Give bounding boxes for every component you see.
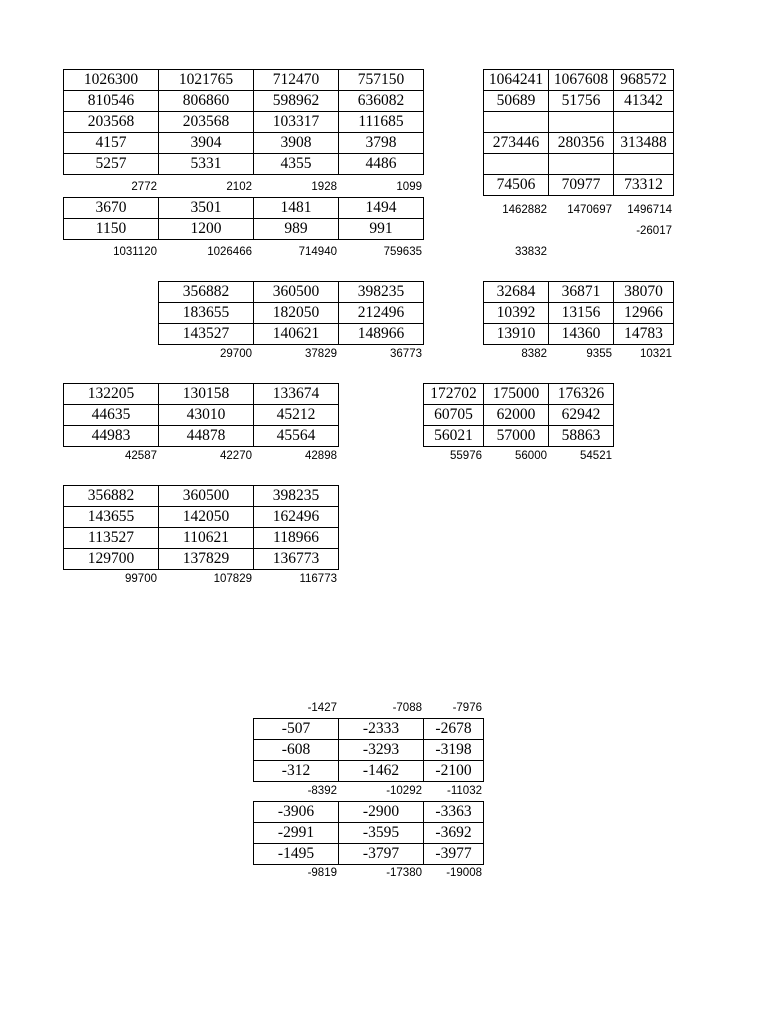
table-cell: -2100 (424, 761, 484, 782)
table-cell: 1200 (159, 219, 254, 240)
label-i-2: -11032 (447, 785, 482, 797)
table-cell: 4355 (254, 154, 339, 175)
table-block-h-body (64, 486, 339, 570)
table-cell: 13910 (484, 324, 549, 345)
table-cell: 12966 (614, 303, 674, 324)
table-block-e (483, 281, 674, 345)
table-cell: 1067608 (549, 70, 614, 91)
table-block-g (423, 383, 614, 447)
table-block-c (483, 69, 674, 196)
table-cell: 1026300 (64, 70, 159, 91)
table-cell: 273446 (484, 133, 549, 154)
table-block-b (63, 197, 424, 240)
table-cell: 182050 (254, 303, 339, 324)
table-row (484, 324, 674, 345)
label-f-2: 42898 (305, 450, 337, 462)
label-a-3: 1099 (396, 181, 422, 193)
table-cell: 118966 (254, 528, 339, 549)
table-block-g-body (424, 384, 614, 447)
table-cell: 13156 (549, 303, 614, 324)
table-block-h (63, 485, 339, 570)
table-row (254, 740, 484, 761)
table-cell: 806860 (159, 91, 254, 112)
table-cell (614, 112, 674, 133)
table-row (424, 405, 614, 426)
table-cell: 44983 (64, 426, 159, 447)
table-cell: 5331 (159, 154, 254, 175)
table-cell: 32684 (484, 282, 549, 303)
table-row (64, 405, 339, 426)
table-block-a-body (64, 70, 424, 175)
table-row (64, 507, 339, 528)
table-cell: -3797 (339, 844, 424, 865)
label-d-0: 29700 (220, 348, 252, 360)
table-cell: 598962 (254, 91, 339, 112)
table-cell: 133674 (254, 384, 339, 405)
table-cell: 183655 (159, 303, 254, 324)
table-cell: 56021 (424, 426, 484, 447)
table-cell: 73312 (614, 175, 674, 196)
label-i-1: -10292 (386, 785, 422, 797)
table-cell: -608 (254, 740, 339, 761)
table-cell: 136773 (254, 549, 339, 570)
table-cell: -1462 (339, 761, 424, 782)
table-cell: 62942 (549, 405, 614, 426)
label-a-0: 2772 (131, 181, 157, 193)
table-row (484, 70, 674, 91)
table-cell: 5257 (64, 154, 159, 175)
table-block-d-body (159, 282, 424, 345)
table-cell: 58863 (549, 426, 614, 447)
label-d-2: 36773 (390, 348, 422, 360)
table-cell: 989 (254, 219, 339, 240)
label-b-3: 759635 (383, 246, 422, 258)
table-block-c-body (484, 70, 674, 196)
table-cell: 143655 (64, 507, 159, 528)
table-cell: -3977 (424, 844, 484, 865)
table-cell (484, 154, 549, 175)
table-cell: 142050 (159, 507, 254, 528)
table-row (64, 112, 424, 133)
table-cell (549, 154, 614, 175)
table-cell: -2678 (424, 719, 484, 740)
table-block-f (63, 383, 339, 447)
table-row (484, 175, 674, 196)
table-cell: 3798 (339, 133, 424, 154)
table-row (484, 112, 674, 133)
table-cell: 62000 (484, 405, 549, 426)
table-cell: 968572 (614, 70, 674, 91)
table-cell: 137829 (159, 549, 254, 570)
table-row (254, 761, 484, 782)
table-cell: 175000 (484, 384, 549, 405)
table-block-d (158, 281, 424, 345)
table-cell (614, 154, 674, 175)
table-block-j-body (254, 802, 484, 865)
label-h-1: 107829 (213, 573, 252, 585)
table-cell: 636082 (339, 91, 424, 112)
table-cell: 176326 (549, 384, 614, 405)
label-j-1: -17380 (386, 867, 422, 879)
table-cell: -507 (254, 719, 339, 740)
table-cell: 203568 (159, 112, 254, 133)
table-row (64, 198, 424, 219)
table-row (159, 303, 424, 324)
label-i-top-1: -7088 (392, 702, 422, 714)
label-f-1: 42270 (220, 450, 252, 462)
table-row (64, 486, 339, 507)
label-c-2: 1496714 (627, 204, 672, 216)
label-a-2: 1928 (311, 181, 337, 193)
table-row (64, 91, 424, 112)
table-cell: 360500 (254, 282, 339, 303)
table-row (159, 282, 424, 303)
label-d-1: 37829 (305, 348, 337, 360)
table-cell: 129700 (64, 549, 159, 570)
table-cell: 1021765 (159, 70, 254, 91)
table-row (484, 282, 674, 303)
table-cell: 130158 (159, 384, 254, 405)
table-cell: 4486 (339, 154, 424, 175)
table-cell: 143527 (159, 324, 254, 345)
table-cell: 712470 (254, 70, 339, 91)
table-cell: 45564 (254, 426, 339, 447)
table-cell: 43010 (159, 405, 254, 426)
table-cell: 41342 (614, 91, 674, 112)
table-cell: -3595 (339, 823, 424, 844)
table-cell: -3906 (254, 802, 339, 823)
label-b-2: 714940 (298, 246, 337, 258)
label-b-0: 1031120 (113, 246, 157, 258)
table-cell: -2991 (254, 823, 339, 844)
table-cell: 3908 (254, 133, 339, 154)
table-row (64, 384, 339, 405)
label-i-top-2: -7976 (452, 702, 482, 714)
label-j-0: -9819 (307, 867, 337, 879)
table-cell: 103317 (254, 112, 339, 133)
label-h-2: 116773 (299, 573, 337, 585)
table-cell: 113527 (64, 528, 159, 549)
table-row (254, 719, 484, 740)
table-block-i-body (254, 719, 484, 782)
table-block-f-body (64, 384, 339, 447)
table-row (484, 91, 674, 112)
table-cell: 148966 (339, 324, 424, 345)
table-cell: 60705 (424, 405, 484, 426)
table-cell: 74506 (484, 175, 549, 196)
label-h-0: 99700 (125, 573, 157, 585)
label-i-top-0: -1427 (307, 702, 337, 714)
table-row (424, 384, 614, 405)
table-cell: 356882 (64, 486, 159, 507)
label-b-1: 1026466 (207, 246, 252, 258)
label-e-2: 10321 (640, 348, 672, 360)
table-cell: 110621 (159, 528, 254, 549)
table-cell: 356882 (159, 282, 254, 303)
label-c-0: 1462882 (502, 204, 547, 216)
label-c-extra-2: 33832 (515, 246, 547, 258)
table-cell: 398235 (339, 282, 424, 303)
table-cell: 1064241 (484, 70, 549, 91)
table-cell (484, 112, 549, 133)
label-j-2: -19008 (446, 867, 482, 879)
label-g-2: 54521 (580, 450, 612, 462)
table-cell: 10392 (484, 303, 549, 324)
table-cell: 360500 (159, 486, 254, 507)
table-row (254, 823, 484, 844)
table-cell: 140621 (254, 324, 339, 345)
table-cell: -1495 (254, 844, 339, 865)
table-row (64, 133, 424, 154)
label-e-0: 8382 (521, 348, 547, 360)
table-cell: 810546 (64, 91, 159, 112)
table-cell: 3501 (159, 198, 254, 219)
table-cell: -2900 (339, 802, 424, 823)
table-cell: 162496 (254, 507, 339, 528)
table-cell: 1494 (339, 198, 424, 219)
table-row (424, 426, 614, 447)
table-row (64, 219, 424, 240)
table-cell: -3293 (339, 740, 424, 761)
label-a-1: 2102 (226, 181, 252, 193)
table-cell: 172702 (424, 384, 484, 405)
table-row (159, 324, 424, 345)
table-cell: 3670 (64, 198, 159, 219)
table-cell: 44878 (159, 426, 254, 447)
table-cell: 1481 (254, 198, 339, 219)
table-cell: 44635 (64, 405, 159, 426)
table-row (64, 426, 339, 447)
table-cell: 14360 (549, 324, 614, 345)
table-cell: 14783 (614, 324, 674, 345)
table-cell: -3692 (424, 823, 484, 844)
label-c-1: 1470697 (567, 204, 612, 216)
table-cell: -3198 (424, 740, 484, 761)
table-cell (549, 112, 614, 133)
table-cell: 212496 (339, 303, 424, 324)
label-e-1: 9355 (586, 348, 612, 360)
table-row (484, 154, 674, 175)
table-cell: 38070 (614, 282, 674, 303)
table-cell: -2333 (339, 719, 424, 740)
table-cell: 203568 (64, 112, 159, 133)
table-cell: 1150 (64, 219, 159, 240)
table-cell: 51756 (549, 91, 614, 112)
table-block-i (253, 718, 484, 782)
table-cell: 757150 (339, 70, 424, 91)
table-row (254, 844, 484, 865)
table-cell: 3904 (159, 133, 254, 154)
table-cell: -3363 (424, 802, 484, 823)
table-cell: 70977 (549, 175, 614, 196)
table-cell: 36871 (549, 282, 614, 303)
label-g-0: 55976 (450, 450, 482, 462)
table-row (64, 528, 339, 549)
table-row (254, 802, 484, 823)
table-cell: 50689 (484, 91, 549, 112)
table-block-a (63, 69, 424, 175)
table-cell: 4157 (64, 133, 159, 154)
table-row (64, 154, 424, 175)
table-cell: 398235 (254, 486, 339, 507)
table-row (64, 70, 424, 91)
label-f-0: 42587 (125, 450, 157, 462)
table-cell: 991 (339, 219, 424, 240)
table-cell: 132205 (64, 384, 159, 405)
table-cell: 45212 (254, 405, 339, 426)
table-row (484, 303, 674, 324)
table-row (64, 549, 339, 570)
table-row (484, 133, 674, 154)
table-cell: 313488 (614, 133, 674, 154)
table-cell: 280356 (549, 133, 614, 154)
table-block-b-body (64, 198, 424, 240)
table-block-j (253, 801, 484, 865)
table-cell: 57000 (484, 426, 549, 447)
label-c-extra-1: -26017 (636, 225, 672, 237)
label-i-0: -8392 (307, 785, 337, 797)
label-g-1: 56000 (515, 450, 547, 462)
table-block-e-body (484, 282, 674, 345)
table-cell: 111685 (339, 112, 424, 133)
table-cell: -312 (254, 761, 339, 782)
